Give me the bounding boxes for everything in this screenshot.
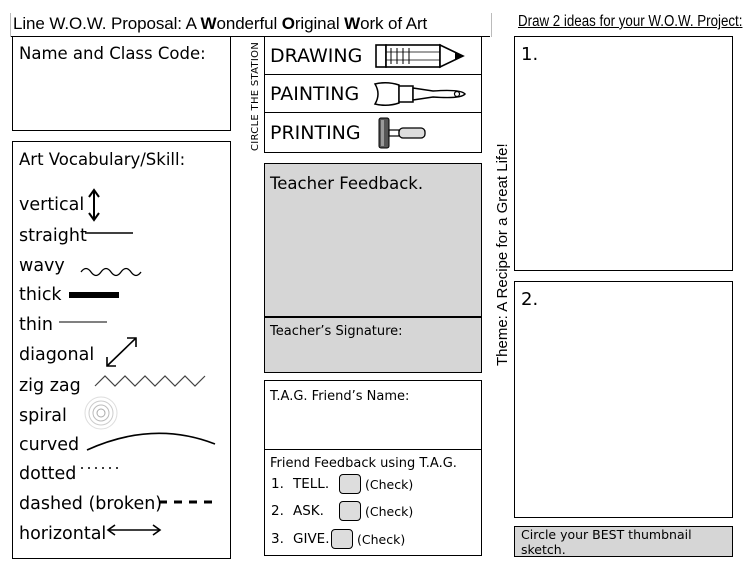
- pencil-icon: [375, 42, 467, 70]
- theme-label: Theme: A Recipe for a Great Life!: [494, 143, 511, 366]
- idea-number-1: 1.: [521, 44, 539, 65]
- tag-friend-name-label: T.A.G. Friend’s Name:: [270, 389, 410, 404]
- teacher-signature-label: Teacher’s Signature:: [270, 324, 403, 339]
- vocab-item: spiral: [19, 406, 67, 426]
- station-drawing-label: DRAWING: [270, 44, 363, 67]
- ideas-heading: Draw 2 ideas for your W.O.W. Project:: [518, 13, 743, 30]
- vocab-item: zig zag: [19, 376, 81, 396]
- station-printing-label: PRINTING: [270, 121, 361, 144]
- vocab-item: wavy: [19, 256, 65, 276]
- diagonal-arrow-icon: [103, 334, 141, 370]
- station-box: [264, 36, 482, 153]
- vocab-item: diagonal: [19, 345, 95, 365]
- tag-feedback-heading: Friend Feedback using T.A.G.: [270, 456, 457, 471]
- straight-line-icon: [85, 230, 135, 236]
- check-box[interactable]: [339, 474, 361, 494]
- vocab-box: [12, 141, 231, 559]
- vocab-item: curved: [19, 435, 80, 455]
- curved-line-icon: [85, 428, 220, 454]
- thick-line-icon: [69, 290, 121, 300]
- station-painting[interactable]: [265, 75, 481, 113]
- tag-row: 2. ASK. (Check): [271, 503, 414, 519]
- thin-line-icon: [59, 320, 109, 324]
- vocab-item: thick: [19, 285, 62, 305]
- station-drawing[interactable]: [265, 37, 481, 75]
- circle-station-label: CIRCLE THE STATION: [250, 41, 261, 151]
- teacher-feedback-label: Teacher Feedback.: [270, 174, 424, 193]
- vocab-heading: Art Vocabulary/Skill:: [19, 150, 186, 169]
- name-class-label: Name and Class Code:: [19, 44, 206, 63]
- tag-feedback-box: [264, 449, 482, 556]
- dashed-line-icon: [159, 498, 219, 506]
- station-printing[interactable]: [265, 113, 481, 152]
- circle-best-label: Circle your BEST thumbnail sketch.: [521, 526, 692, 557]
- header-divider: [491, 13, 492, 37]
- vocab-item: thin: [19, 315, 53, 335]
- paintbrush-icon: [373, 79, 469, 109]
- horizontal-arrow-icon: [105, 523, 163, 537]
- vocab-item: vertical: [19, 195, 85, 215]
- tag-row: 3. GIVE. (Check): [271, 531, 406, 547]
- check-box[interactable]: [331, 529, 353, 549]
- idea-number-2: 2.: [521, 289, 539, 310]
- dotted-line-icon: [79, 464, 125, 472]
- station-painting-label: PAINTING: [270, 82, 360, 105]
- vocab-item: dashed (broken): [19, 494, 163, 514]
- check-box[interactable]: [339, 501, 361, 521]
- tag-friend-box[interactable]: [264, 380, 482, 450]
- teacher-divider: [265, 316, 481, 318]
- spiral-icon: [83, 395, 123, 431]
- tag-row: 1. TELL. (Check): [271, 476, 414, 492]
- worksheet-title: Line W.O.W. Proposal: A Wonderful Original Work of Art: [13, 14, 428, 33]
- teacher-box: [264, 163, 482, 373]
- brayer-icon: [377, 116, 429, 150]
- zigzag-line-icon: [93, 373, 209, 389]
- vocab-item: horizontal: [19, 524, 107, 544]
- idea-box-1[interactable]: [514, 36, 733, 271]
- vertical-arrow-icon: [86, 187, 102, 223]
- vocab-item: straight: [19, 226, 87, 246]
- circle-best-box: [514, 526, 733, 557]
- name-class-box[interactable]: [12, 36, 231, 131]
- vocab-item: dotted: [19, 464, 77, 484]
- wavy-line-icon: [79, 263, 149, 277]
- header-left-edge: [10, 13, 11, 37]
- idea-box-2[interactable]: [514, 281, 733, 518]
